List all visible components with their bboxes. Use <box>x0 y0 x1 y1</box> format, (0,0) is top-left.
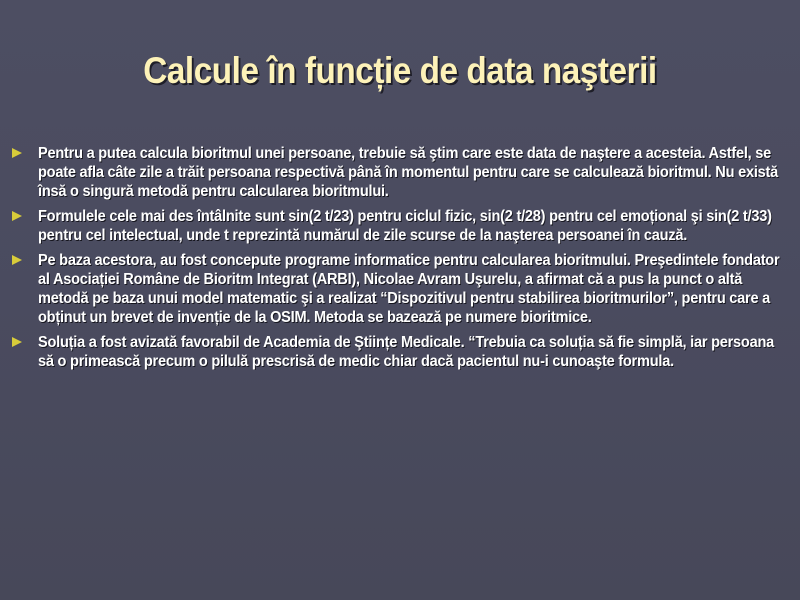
bullet-text: Pentru a putea calcula bioritmul unei persoane, trebuie să ştim care este data de naştere a acesteia. Astfel, se poate afla câte zile a trăit persoana respectivă până în momentul pentru care se calculează bioritmul. Nu există însă o singură metodă pentru calcularea bioritmului. <box>38 145 779 200</box>
list-item <box>12 251 792 327</box>
list-item <box>12 207 792 245</box>
list-item <box>12 144 792 201</box>
triangle-bullet-icon <box>12 255 22 265</box>
slide-title: Calcule în funcție de data naşterii <box>143 50 657 91</box>
list-item <box>12 333 792 371</box>
triangle-bullet-icon <box>12 337 22 347</box>
triangle-bullet-icon <box>12 211 22 221</box>
triangle-bullet-icon <box>12 148 22 158</box>
bullet-text: Pe baza acestora, au fost concepute programe informatice pentru calcularea bioritmului. Preşedintele fondator al Asociației Române de Bioritm Integrat (ARBI), Nicolae Avram Uşurelu, a afirmat că a pus la punct o altă metodă pe baza unui model matematic şi a realizat “Dispozitivul pentru stabilirea bioritmurilor”, pentru care a obținut un brevet de invenție de la OSIM. Metoda se bazează pe numere bioritmice. <box>38 252 780 326</box>
bullet-text: Formulele cele mai des întâlnite sunt sin(2 t/23) pentru ciclul fizic, sin(2 t/28) pentru cel emoțional şi sin(2 t/33) pentru cel intelectual, unde t reprezintă numărul de zile scurse de la naşterea persoanei în cauză. <box>38 208 772 244</box>
bullet-text: Soluția a fost avizată favorabil de Academia de Ştiințe Medicale. “Trebuia ca soluția să fie simplă, iar persoana să o primească precum o pilulă prescrisă de medic chiar dacă pacientul nu-i cunoaşte formula. <box>38 334 774 370</box>
bullet-list <box>12 144 792 377</box>
